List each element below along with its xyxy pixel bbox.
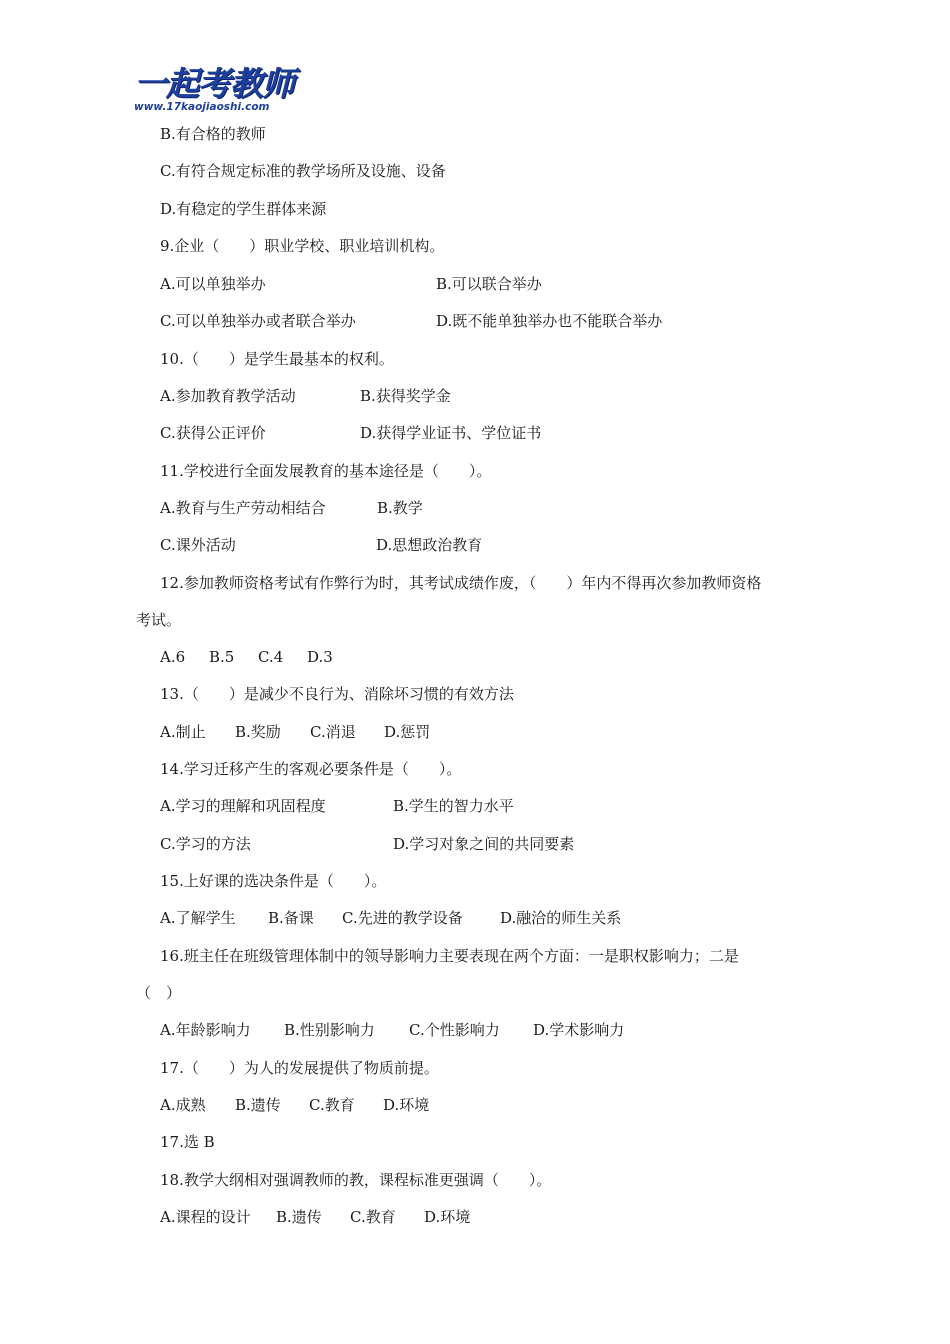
option: A.年龄影响力 [160, 1021, 251, 1039]
text-segment: C.有符合规定标准的教学场所及设施、设备 [160, 162, 446, 180]
option: C.4 [258, 648, 284, 666]
option: C.学习的方法 [160, 835, 251, 853]
option: C.获得公正评价 [160, 424, 266, 442]
option: B.遗传 [235, 1096, 281, 1114]
option: B.性别影响力 [284, 1021, 375, 1039]
option: B.遗传 [276, 1208, 322, 1226]
option: C.个性影响力 [409, 1021, 500, 1039]
text-segment: 10.（ ）是学生最基本的权利。 [160, 350, 394, 368]
text-segment: 11.学校进行全面发展教育的基本途径是（ ）。 [160, 462, 492, 480]
option: D.惩罚 [384, 723, 431, 741]
option: A.可以单独举办 [160, 275, 266, 293]
option: D.获得学业证书、学位证书 [360, 424, 542, 442]
option: C.课外活动 [160, 536, 236, 554]
text-segment: 14.学习迁移产生的客观必要条件是（ ）。 [160, 760, 462, 778]
text-segment: 15.上好课的选决条件是（ ）。 [160, 872, 387, 890]
option: D.环境 [383, 1096, 430, 1114]
option: B.备课 [268, 909, 314, 927]
text-segment: （ ） [136, 984, 182, 1002]
option: B.可以联合举办 [436, 275, 542, 293]
option: A.课程的设计 [160, 1208, 251, 1226]
logo [134, 66, 304, 113]
option: A.参加教育教学活动 [160, 387, 296, 405]
option: A.学习的理解和巩固程度 [160, 797, 326, 815]
option: D.3 [307, 648, 333, 666]
text-segment: 17.选 B [160, 1133, 215, 1151]
option: D.思想政治教育 [376, 536, 483, 554]
option: B.教学 [377, 499, 423, 517]
text-segment: 考试。 [136, 611, 182, 629]
option: D.学习对象之间的共同要素 [393, 835, 575, 853]
option: C.先进的教学设备 [342, 909, 463, 927]
text-segment: B.有合格的教师 [160, 125, 266, 143]
logo-title: 一起考教师 [134, 64, 294, 103]
option: B.获得奖学金 [360, 387, 451, 405]
option: D.融洽的师生关系 [500, 909, 622, 927]
text-segment: 16.班主任在班级管理体制中的领导影响力主要表现在两个方面：一是职权影响力；二是 [160, 947, 739, 965]
logo-url: www.17kaojiaoshi.com [134, 101, 270, 113]
option: B.5 [209, 648, 235, 666]
option: D.既不能单独举办也不能联合举办 [436, 312, 663, 330]
text-segment: D.有稳定的学生群体来源 [160, 200, 327, 218]
option: C.教育 [350, 1208, 396, 1226]
option: A.6 [160, 648, 186, 666]
option: B.学生的智力水平 [393, 797, 514, 815]
option: A.了解学生 [160, 909, 236, 927]
option: C.消退 [310, 723, 356, 741]
option: D.环境 [424, 1208, 471, 1226]
option: B.奖励 [235, 723, 281, 741]
option: A.成熟 [160, 1096, 206, 1114]
option: A.制止 [160, 723, 206, 741]
text-segment: 9.企业（ ）职业学校、职业培训机构。 [160, 237, 445, 255]
text-segment: 12.参加教师资格考试有作弊行为时，其考试成绩作废，（ ）年内不得再次参加教师资格 [160, 574, 762, 592]
option: C.教育 [309, 1096, 355, 1114]
text-segment: 18.教学大纲相对强调教师的教，课程标准更强调（ ）。 [160, 1171, 552, 1189]
text-segment: 13.（ ）是减少不良行为、消除坏习惯的有效方法 [160, 685, 514, 703]
option: D.学术影响力 [533, 1021, 625, 1039]
option: C.可以单独举办或者联合举办 [160, 312, 356, 330]
text-segment: 17.（ ）为人的发展提供了物质前提。 [160, 1059, 439, 1077]
option: A.教育与生产劳动相结合 [160, 499, 326, 517]
